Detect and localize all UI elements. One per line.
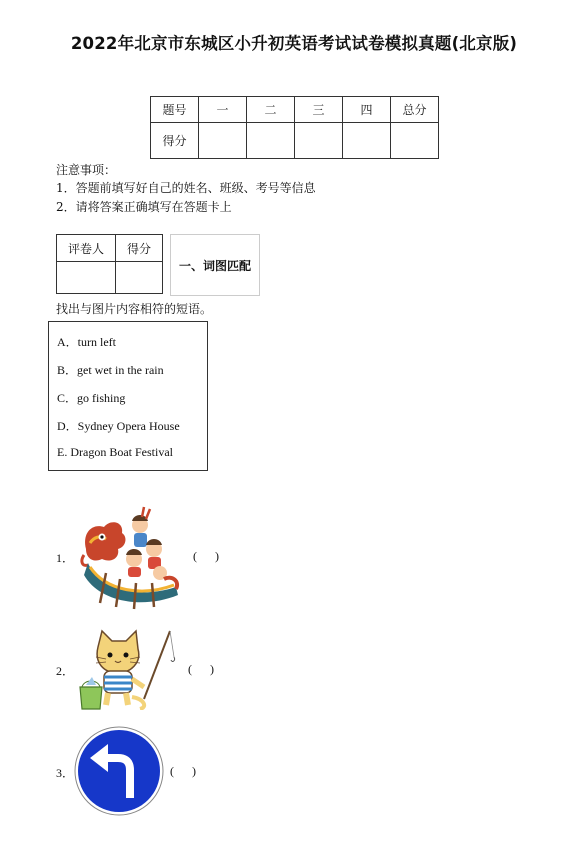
turn-left-sign [74, 726, 164, 816]
grader-header: 得分 [116, 235, 163, 262]
score-cell[interactable] [343, 123, 391, 159]
page-title: 2022年北京市东城区小升初英语考试试卷模拟真题(北京版) [70, 34, 518, 53]
answer-blank[interactable]: ( ) [188, 662, 214, 676]
grader-cell[interactable] [116, 262, 163, 294]
option-c: C．go fishing [57, 391, 126, 405]
score-header-cell: 三 [295, 97, 343, 123]
notes-heading: 注意事项： [56, 163, 117, 177]
score-header-cell: 一 [199, 97, 247, 123]
notes-item: 1．答题前填写好自己的姓名、班级、考号等信息 [56, 181, 316, 195]
section-instruction: 找出与图片内容相符的短语。 [56, 302, 213, 316]
question-number: 2． [56, 664, 75, 678]
section-title-text: 一、词图匹配 [178, 258, 251, 273]
cat-fishing-image [78, 627, 178, 710]
score-cell[interactable] [391, 123, 439, 159]
section-title [170, 234, 260, 296]
grader-header: 评卷人 [57, 235, 116, 262]
option-a: A．turn left [57, 335, 116, 349]
score-header-cell: 总分 [391, 97, 439, 123]
score-row-label: 得分 [151, 123, 199, 159]
score-header-cell: 四 [343, 97, 391, 123]
score-header-cell: 题号 [151, 97, 199, 123]
grader-table [56, 234, 163, 294]
score-cell[interactable] [295, 123, 343, 159]
score-table [150, 96, 439, 159]
answer-blank[interactable]: ( ) [170, 764, 196, 778]
answer-blank[interactable]: ( ) [193, 549, 219, 563]
question-number: 3． [56, 766, 75, 780]
score-cell[interactable] [199, 123, 247, 159]
options-box [48, 321, 208, 471]
grader-cell[interactable] [57, 262, 116, 294]
dragon-boat-image [80, 503, 185, 610]
question-number: 1． [56, 551, 75, 565]
option-e: E. Dragon Boat Festival [57, 445, 173, 459]
option-b: B．get wet in the rain [57, 363, 164, 377]
score-header-cell: 二 [247, 97, 295, 123]
score-cell[interactable] [247, 123, 295, 159]
option-d: D．Sydney Opera House [57, 419, 180, 433]
notes-item: 2．请将答案正确填写在答题卡上 [56, 200, 232, 214]
